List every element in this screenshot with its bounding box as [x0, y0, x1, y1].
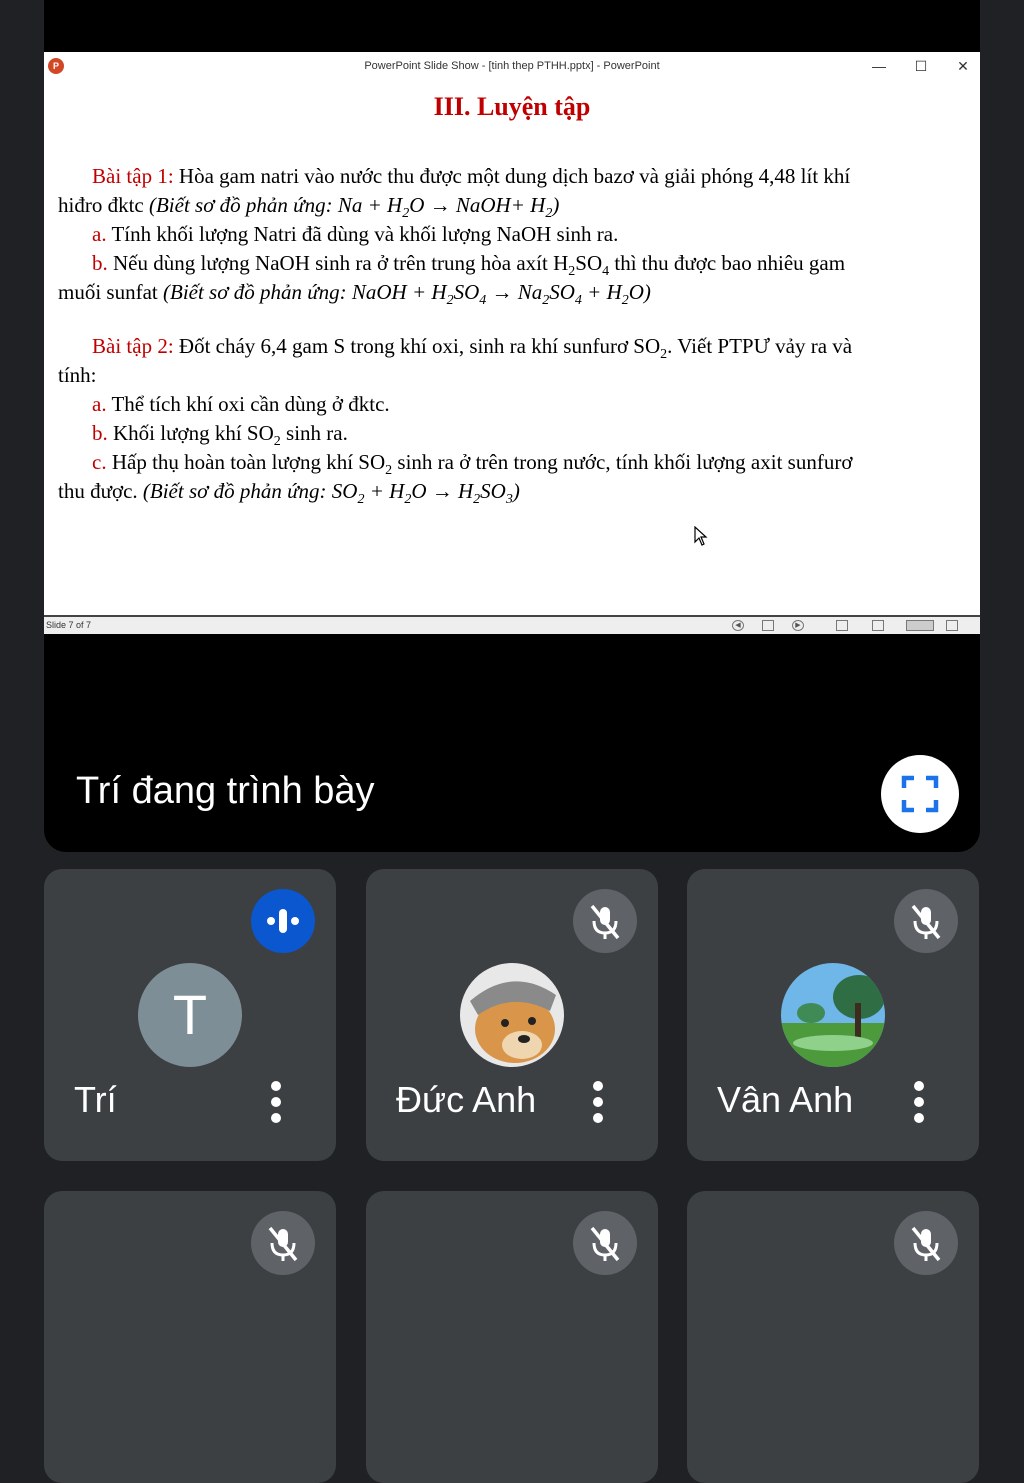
avatar — [460, 963, 564, 1067]
mouse-cursor-icon — [694, 526, 708, 546]
ex2-question-c: c. Hấp thụ hoàn toàn lượng khí $SO_2$ sinh ra ở trên trong nước, tính khối lượng axit sunfurơ — [92, 450, 853, 478]
reading-view-icon[interactable] — [906, 620, 934, 631]
ex1-question-b: b. Nếu dùng lượng NaOH sinh ra ở trên trung hòa axít $H_2SO_4$ thì thu được bao nhiêu gam — [92, 251, 846, 279]
mic-muted-badge — [573, 889, 637, 953]
mic-off-icon — [894, 889, 958, 953]
ex1-line2: hiđro đktc (Biết sơ đồ phản ứng: $Na + H_2O$ → NaOH+ $H_2$) — [58, 193, 560, 221]
maximize-button[interactable]: ☐ — [914, 58, 928, 74]
slide-sorter-icon[interactable] — [872, 620, 884, 631]
ex1-question-b-line2: muối sunfat (Biết sơ đồ phản ứng: NaOH + $H_2SO_4 \to Na_2SO_4 + H_2O$) — [58, 280, 651, 308]
slide-content — [44, 80, 980, 615]
slide-counter: Slide 7 of 7 — [46, 620, 92, 630]
participant-name: Vân Anh — [717, 1079, 854, 1120]
window-title: PowerPoint Slide Show - [tinh thep PTHH.pptx] - PowerPoint — [364, 60, 660, 72]
participant-tile[interactable] — [44, 1191, 336, 1483]
avatar: T — [138, 963, 242, 1067]
more-options-icon[interactable] — [588, 1077, 608, 1127]
top-black-bar — [44, 0, 980, 52]
more-options-icon[interactable] — [909, 1077, 929, 1127]
previous-slide-icon[interactable]: ◀ — [732, 620, 744, 631]
next-slide-icon[interactable]: ▶ — [792, 620, 804, 631]
fullscreen-button[interactable] — [881, 755, 959, 833]
ex1-question-a: a. Tính khối lượng Natri đã dùng và khối lượng NaOH sinh ra. — [92, 222, 619, 246]
mic-off-icon — [251, 1211, 315, 1275]
participant-name: Trí — [74, 1079, 117, 1120]
audio-level-icon — [251, 889, 315, 953]
participant-name: Đức Anh — [396, 1079, 537, 1120]
window-titlebar — [44, 52, 980, 81]
slide-heading: III. Luyện tập — [433, 92, 591, 121]
close-button[interactable]: ✕ — [957, 58, 969, 74]
landscape-avatar-icon — [781, 963, 885, 1067]
fullscreen-icon — [881, 755, 959, 833]
mic-muted-badge — [894, 889, 958, 953]
slideshow-status-bar — [44, 615, 980, 634]
dog-avatar-icon — [460, 963, 564, 1067]
normal-view-icon[interactable] — [836, 620, 848, 631]
mic-muted-badge — [894, 1211, 958, 1275]
powerpoint-window — [44, 52, 980, 632]
mic-muted-badge — [251, 1211, 315, 1275]
minimize-button[interactable]: — — [872, 58, 886, 74]
mic-off-icon — [894, 1211, 958, 1275]
notes-icon[interactable] — [762, 620, 774, 631]
participant-tile-tri[interactable] — [44, 869, 336, 1161]
participant-tile-van-anh[interactable] — [687, 869, 979, 1161]
presentation-stage — [44, 52, 980, 852]
ex2-line1: Bài tập 2: Đốt cháy 6,4 gam S trong khí oxi, sinh ra khí sunfurơ $SO_2$. Viết PTPƯ vảy ra và — [92, 334, 853, 362]
ex2-question-c-line2: thu được. (Biết sơ đồ phản ứng: $SO_2 + H_2O \to H_2SO_3$) — [58, 479, 520, 507]
mic-muted-badge — [573, 1211, 637, 1275]
participant-tile[interactable] — [366, 1191, 658, 1483]
ex1-line1: Bài tập 1: Hòa gam natri vào nước thu được một dung dịch bazơ và giải phóng 4,48 lít khí — [92, 164, 851, 188]
participant-tile-duc-anh[interactable] — [366, 869, 658, 1161]
mic-off-icon — [573, 1211, 637, 1275]
ex2-question-b: b. Khối lượng khí $SO_2$ sinh ra. — [92, 421, 348, 449]
mic-off-icon — [573, 889, 637, 953]
ex2-line2: tính: — [58, 363, 97, 387]
speaking-indicator — [251, 889, 315, 953]
ex2-question-a: a. Thể tích khí oxi cần dùng ở đktc. — [92, 392, 390, 416]
presenting-label: Trí đang trình bày — [76, 770, 375, 812]
more-options-icon[interactable] — [266, 1077, 286, 1127]
participant-tile[interactable] — [687, 1191, 979, 1483]
avatar — [781, 963, 885, 1067]
slideshow-view-icon[interactable] — [946, 620, 958, 631]
powerpoint-logo-icon: P — [48, 58, 64, 74]
